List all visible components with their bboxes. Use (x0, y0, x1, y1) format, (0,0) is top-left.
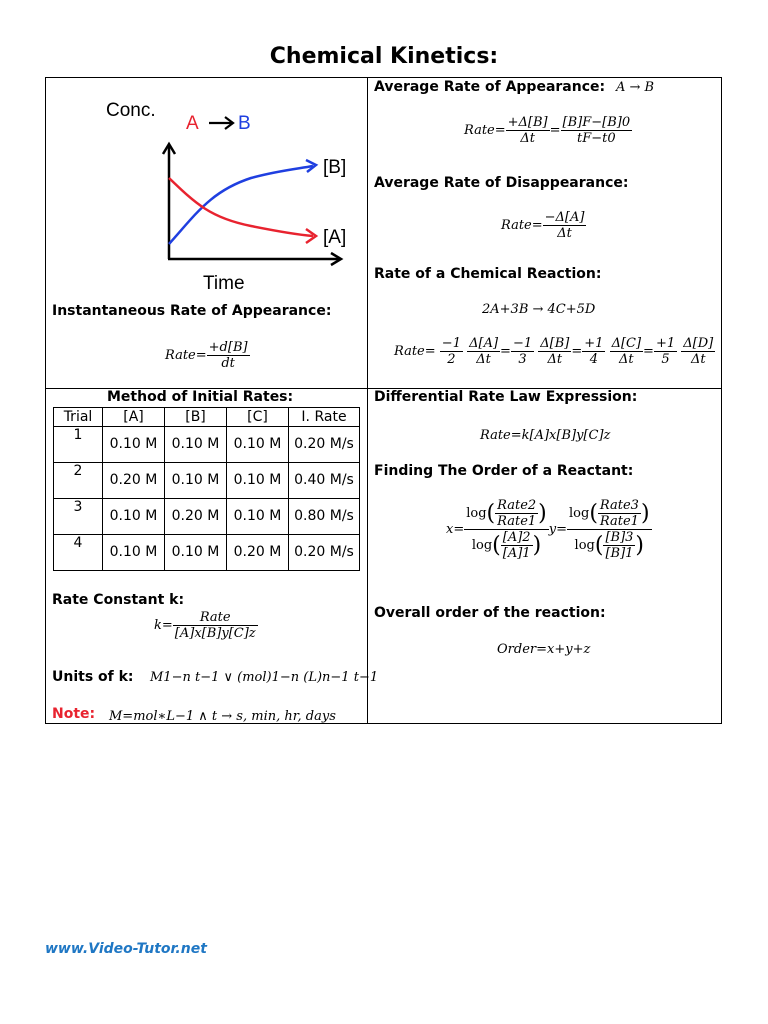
table-cell: 0.20 M (227, 535, 289, 571)
table-cell: 3 (54, 499, 103, 535)
avg-disappearance-heading: Average Rate of Disappearance: (374, 175, 629, 191)
column-header: [C] (227, 408, 289, 427)
note-label: Note: (52, 706, 96, 722)
instantaneous-lhs: Rate= (165, 348, 207, 363)
order-y-numerator: log( $\frac{\text{Rate3}}{\text{Rate1}}$ ) (569, 498, 650, 529)
term-c-den: Δt (618, 352, 634, 367)
log-label: log (569, 506, 590, 521)
avg-appearance-eq: = (549, 123, 561, 138)
avg-appearance-formula (464, 115, 632, 146)
term-d-num: Δ[D] (683, 336, 714, 351)
column-divider (367, 78, 368, 724)
graph-label-b: [B] (323, 157, 347, 178)
order-y-rate-bot: Rate1 (599, 514, 639, 529)
order-x-lhs: x= (446, 522, 465, 537)
table-cell: 0.10 M (227, 499, 289, 535)
order-y-lhs: y= (548, 522, 568, 537)
term-c-coef-den: 4 (589, 352, 598, 367)
order-y-denominator: log( $\frac{[B]3}{[B]1}$ ) (574, 530, 645, 561)
instantaneous-numerator: +d[B] (208, 340, 248, 355)
column-header: [A] (103, 408, 165, 427)
overall-order-heading: Overall order of the reaction: (374, 605, 606, 621)
footer-link[interactable]: www.Video-Tutor.net (45, 941, 207, 957)
rate-constant-den: [A]x[B]y[C]z (174, 626, 256, 641)
table-cell: 0.20 M/s (289, 535, 360, 571)
chemical-reaction-equation: 2A+3B → 4C+5D (482, 302, 596, 317)
rate-constant-lhs: k= (154, 618, 173, 633)
table-cell: 0.10 M (103, 535, 165, 571)
term-b-den: Δt (547, 352, 563, 367)
order-x-conc-bot: [A]1 (502, 546, 531, 561)
graph-label-a: [A] (323, 227, 347, 248)
table-cell: 4 (54, 535, 103, 571)
table-cell: 0.10 M (165, 535, 227, 571)
column-header: [B] (165, 408, 227, 427)
avg-disappearance-num: −Δ[A] (544, 210, 585, 225)
graph-y-label: Conc. (106, 100, 156, 121)
log-label: log (471, 538, 493, 553)
table-cell: 1 (54, 427, 103, 463)
term-d-den: Δt (690, 352, 706, 367)
chemical-reaction-heading: Rate of a Chemical Reaction: (374, 266, 602, 282)
table-cell: 0.20 M/s (289, 427, 360, 463)
avg-appearance-reaction: A → B (615, 80, 655, 95)
instantaneous-denominator: dt (221, 356, 235, 371)
term-c-num: Δ[C] (611, 336, 642, 351)
rate-constant-heading: Rate Constant k: (52, 592, 185, 608)
note-expression: M=mol∗L−1 ∧ t → s, min, hr, days (109, 709, 336, 724)
avg-disappearance-den: Δt (557, 226, 572, 241)
order-y-rate-top: Rate3 (599, 498, 639, 513)
graph-reaction-a: A (186, 113, 199, 134)
column-header: I. Rate (289, 408, 360, 427)
table-cell: 0.20 M (165, 499, 227, 535)
order-x-numerator: log( $\frac{\text{Rate2}}{\text{Rate1}}$ ) (466, 498, 547, 529)
order-reactant-heading: Finding The Order of a Reactant: (374, 463, 634, 479)
page-title: Chemical Kinetics: (269, 44, 499, 69)
units-k-heading: Units of k: (52, 669, 134, 685)
avg-appearance-num1: +Δ[B] (507, 115, 548, 130)
table-row (54, 463, 360, 499)
term-c-coef-num: +1 (584, 336, 604, 351)
differential-expression: Rate=k[A]x[B]y[C]z (480, 428, 611, 443)
initial-rates-table (53, 407, 360, 571)
avg-disappearance-formula (501, 210, 586, 241)
term-d-coef-den: 5 (661, 352, 670, 367)
table-cell: 0.10 M (227, 427, 289, 463)
term-a-num: Δ[A] (469, 336, 499, 351)
order-x-rate-bot: Rate1 (497, 514, 537, 529)
avg-appearance-num2: [B]F−[B]0 (562, 115, 631, 130)
avg-appearance-den2: tF−t0 (577, 131, 616, 146)
term-a-coef-num: −1 (441, 336, 461, 351)
table-row (54, 499, 360, 535)
table-row (54, 427, 360, 463)
table-cell: 0.10 M (103, 499, 165, 535)
avg-appearance-lhs: Rate= (464, 123, 506, 138)
table-cell: 2 (54, 463, 103, 499)
rate-constant-num: Rate (173, 610, 258, 626)
chemical-reaction-rate: Rate= $\frac{-1}{2}$ $\frac{\Delta[A]}{\Delta t}$ = $\frac{-1}{3}$ $\frac{\Delta[B]}{\Delta t}$ = $\frac{+1}{4}$ $\frac{\Delta[C]}{\Delta t}$ = $\frac{+1}{5}$ $\frac{\Delta[D]}{\Delta t}$ (394, 336, 714, 367)
table-row (54, 535, 360, 571)
log-label: log (466, 506, 487, 521)
avg-appearance-heading (374, 79, 654, 95)
table-header-row (54, 408, 360, 427)
differential-heading: Differential Rate Law Expression: (374, 389, 638, 405)
avg-disappearance-lhs: Rate= (501, 218, 543, 233)
table-cell: 0.10 M (103, 427, 165, 463)
order-y-conc-top: [B]3 (605, 530, 634, 545)
avg-appearance-den1: Δt (520, 131, 535, 146)
table-cell: 0.10 M (165, 463, 227, 499)
table-cell: 0.10 M (227, 463, 289, 499)
order-x-rate-top: Rate2 (497, 498, 537, 513)
overall-order-expression: Order=x+y+z (497, 642, 591, 657)
chemical-reaction-lhs: Rate= (394, 344, 436, 359)
column-header: Trial (54, 408, 103, 427)
term-d-coef-num: +1 (655, 336, 676, 351)
term-b-coef-den: 3 (518, 352, 527, 367)
table-cell: 0.10 M (165, 427, 227, 463)
order-x-conc-top: [A]2 (502, 530, 531, 545)
avg-appearance-title: Average Rate of Appearance: (374, 79, 606, 95)
formula-sheet (45, 77, 722, 724)
order-x-denominator: log( $\frac{[A]2}{[A]1}$ ) (471, 530, 542, 561)
rate-constant-formula (154, 610, 258, 641)
reaction-arrow-icon (209, 117, 233, 129)
instantaneous-formula (165, 340, 250, 371)
log-label: log (574, 538, 595, 553)
term-a-coef-den: 2 (447, 352, 456, 367)
term-b-num: Δ[B] (540, 336, 570, 351)
order-y-conc-bot: [B]1 (605, 546, 634, 561)
instantaneous-heading: Instantaneous Rate of Appearance: (52, 303, 332, 319)
term-b-coef-num: −1 (512, 336, 533, 351)
order-reactant-formula (446, 498, 652, 561)
graph-reaction-b: B (238, 113, 251, 134)
units-k-expression: M1−n t−1 ∨ (mol)1−n (L)n−1 t−1 (150, 670, 379, 685)
graph-x-label: Time (203, 273, 245, 294)
term-a-den: Δt (476, 352, 491, 367)
table-cell: 0.40 M/s (289, 463, 360, 499)
concentration-time-graph (101, 96, 347, 294)
curve-a (169, 178, 313, 236)
table-cell: 0.20 M (103, 463, 165, 499)
table-cell: 0.80 M/s (289, 499, 360, 535)
initial-rates-heading: Method of Initial Rates: (107, 389, 294, 405)
